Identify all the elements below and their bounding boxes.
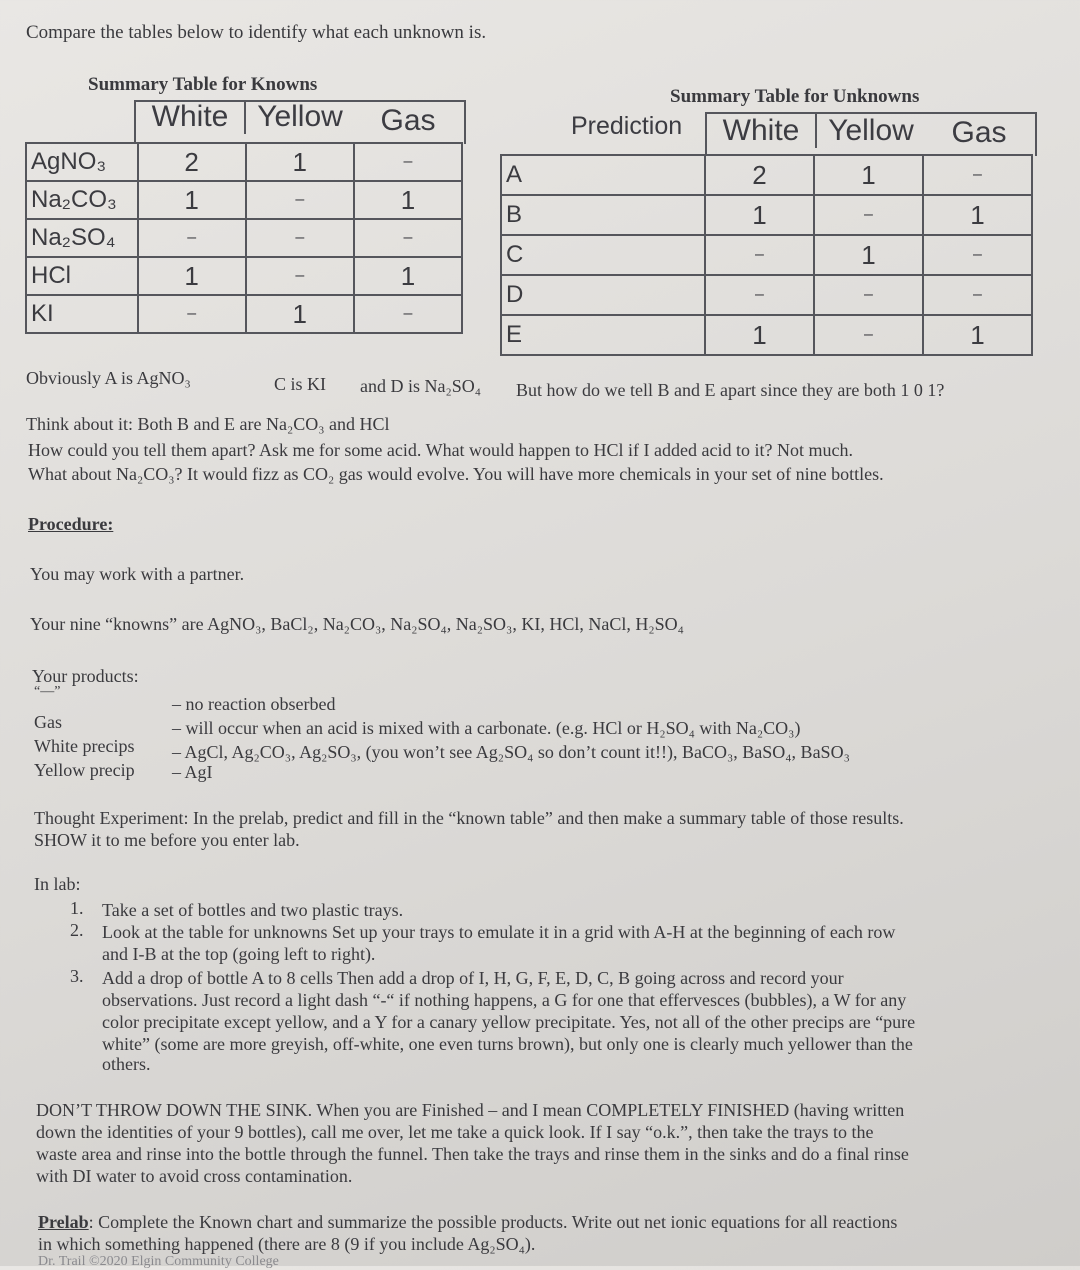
sink-line-2: down the identities of your 9 bottles), call me over, let me take a quick look. If I say “o.k.”, then take the trays to the [36,1122,874,1142]
unknown-row [501,195,1032,235]
unknown-cell: 1 [814,235,923,275]
think-line-1: Think about it: Both B and E are Na₂CO₃ and HCl [26,414,390,434]
unknown-cell: 2 [705,155,814,195]
prelab-text: : Complete the Known chart and summarize the possible products. Write out net ionic equations for all reactions [88,1212,898,1232]
known-cell: 1 [354,257,462,295]
partner-text: You may work with a partner. [30,564,245,584]
step-3-line-1: Add a drop of bottle A to 8 cells Then add a drop of I, H, G, F, E, D, C, B going across and record your [102,968,844,988]
known-row [26,257,462,295]
prediction-label: Prediction [571,112,683,140]
unknown-cell: – [814,195,923,235]
known-cell: – [354,295,462,333]
known-row-label: Na₂SO₄ [26,219,138,257]
unknown-row [501,155,1032,195]
step-3-line-3: color precipitate except yellow, and a Y for a canary yellow precipitate. Yes, not all of the other precips are “pure [102,1012,916,1032]
known-row-label: HCl [26,257,138,295]
known-row [26,219,462,257]
known-row-label: KI [26,295,138,333]
step-number: 3. [70,966,84,986]
unknown-row [501,315,1032,355]
unknown-cell: – [923,235,1032,275]
unknown-cell: – [814,315,923,355]
product-term-yellow: Yellow precip [34,760,135,780]
unknown-row-label: A [501,155,705,195]
unknown-cell: 1 [705,315,814,355]
obviously-question: But how do we tell B and E apart since they are both 1 0 1? [516,380,945,400]
unknown-row-label: B [501,195,705,235]
product-desc-white: – AgCl, Ag₂CO₃, Ag₂SO₃, (you won’t see Ag₂SO₄ so don’t count it!!), BaCO₃, BaSO₄, BaSO₃ [172,742,850,762]
prelab-line-1 [38,1212,897,1233]
unknown-cell: 1 [705,195,814,235]
known-row-label: Na₂CO₃ [26,181,138,219]
step-number: 2. [70,920,84,940]
known-cell: 1 [354,181,462,219]
known-cell: – [138,295,246,333]
products-heading: Your products: [32,666,139,686]
sink-line-3: waste area and rinse into the bottle through the funnel. Then take the trays and rinse them in the sinks and do a final rinse [36,1144,909,1164]
known-cell: – [246,257,354,295]
unknown-table-title: Summary Table for Unknowns [670,86,920,107]
product-desc-none: – no reaction obserbed [172,694,336,714]
procedure-heading: Procedure: [28,514,114,534]
step-3-line-5: others. [102,1054,151,1074]
think-line-3: What about Na₂CO₃? It would fizz as CO₂ gas would evolve. You will have more chemicals in your set of nine bottles. [28,464,884,484]
prelab-line-2: in which something happened (there are 8 (9 if you include Ag₂SO₄). [38,1234,536,1254]
step-3-line-4: white” (some are more greyish, off-white, one even turns brown), but only one is clearly much yellower than the [102,1034,913,1054]
unknown-row-label: C [501,235,705,275]
unknown-cell: – [923,275,1032,315]
unknown-cell: 1 [923,315,1032,355]
knowns-line: Your nine “knowns” are AgNO₃, BaCl₂, Na₂CO₃, Na₂SO₄, Na₂SO₃, KI, HCl, NaCl, H₂SO₄ [30,614,684,634]
known-cell: 1 [246,295,354,333]
obviously-c: C is KI [274,374,327,394]
known-table [25,142,463,334]
product-term-white: White precips [34,736,135,756]
product-term-none: “—” [34,684,61,699]
unknown-col-yellow: Yellow [815,114,925,148]
sink-line-1: DON’T THROW DOWN THE SINK. When you are Finished – and I mean COMPLETELY FINISHED (having written [36,1100,905,1120]
unknown-row-label: D [501,275,705,315]
known-cell: – [138,219,246,257]
think-line-2: How could you tell them apart? Ask me for some acid. What would happen to HCl if I added acid to it? Not much. [28,440,853,460]
step-number: 1. [70,898,84,918]
intro-text: Compare the tables below to identify what each unknown is. [26,22,487,43]
obviously-a: Obviously A is AgNO₃ [26,368,191,388]
unknown-col-white: White [722,114,800,147]
known-cell: 1 [138,257,246,295]
thought-line-2: SHOW it to me before you enter lab. [34,830,300,850]
unknown-cell: – [705,275,814,315]
product-desc-gas: – will occur when an acid is mixed with a carbonate. (e.g. HCl or H₂SO₄ with Na₂CO₃) [172,718,801,738]
known-table-title: Summary Table for Knowns [88,74,318,95]
known-row-label: AgNO₃ [26,143,138,181]
known-cell: 2 [138,143,246,181]
known-cell: – [354,219,462,257]
unknown-cell: 1 [814,155,923,195]
step-2-line-1: Look at the table for unknowns Set up your trays to emulate it in a grid with A-H at the beginning of each row [102,922,896,942]
unknown-row [501,275,1032,315]
obviously-d: and D is Na₂SO₄ [360,376,482,396]
unknown-row [501,235,1032,275]
unknown-cell: – [705,235,814,275]
known-cell: – [246,181,354,219]
unknown-cell: 1 [923,195,1032,235]
known-col-gas: Gas [380,104,436,137]
unknown-row-label: E [501,315,705,355]
unknown-col-gas: Gas [951,116,1007,149]
step-3-line-2: observations. Just record a light dash “-“ if nothing happens, a G for one that effervesces (bubbles), a W for any [102,990,907,1010]
thought-line-1: Thought Experiment: In the prelab, predict and fill in the “known table” and then make a summary table of those results. [34,808,904,828]
in-lab-heading: In lab: [34,874,81,894]
known-row [26,295,462,333]
known-row [26,143,462,181]
footer-text: Dr. Trail ©2020 Elgin Community College [38,1254,279,1269]
product-desc-yellow: – AgI [172,762,213,782]
unknown-table [500,154,1033,356]
known-row [26,181,462,219]
known-cell: 1 [138,181,246,219]
step-2-line-2: and I-B at the top (going left to right). [102,944,376,964]
unknown-cell: – [814,275,923,315]
step-1-line-1: Take a set of bottles and two plastic trays. [102,900,404,920]
known-col-yellow: Yellow [244,100,354,134]
known-cell: 1 [246,143,354,181]
prelab-label: Prelab [38,1212,89,1232]
known-cell: – [354,143,462,181]
known-cell: – [246,219,354,257]
sink-line-4: with DI water to avoid cross contamination. [36,1166,353,1186]
product-term-gas: Gas [34,712,62,732]
known-col-white: White [151,100,229,133]
unknown-cell: – [923,155,1032,195]
